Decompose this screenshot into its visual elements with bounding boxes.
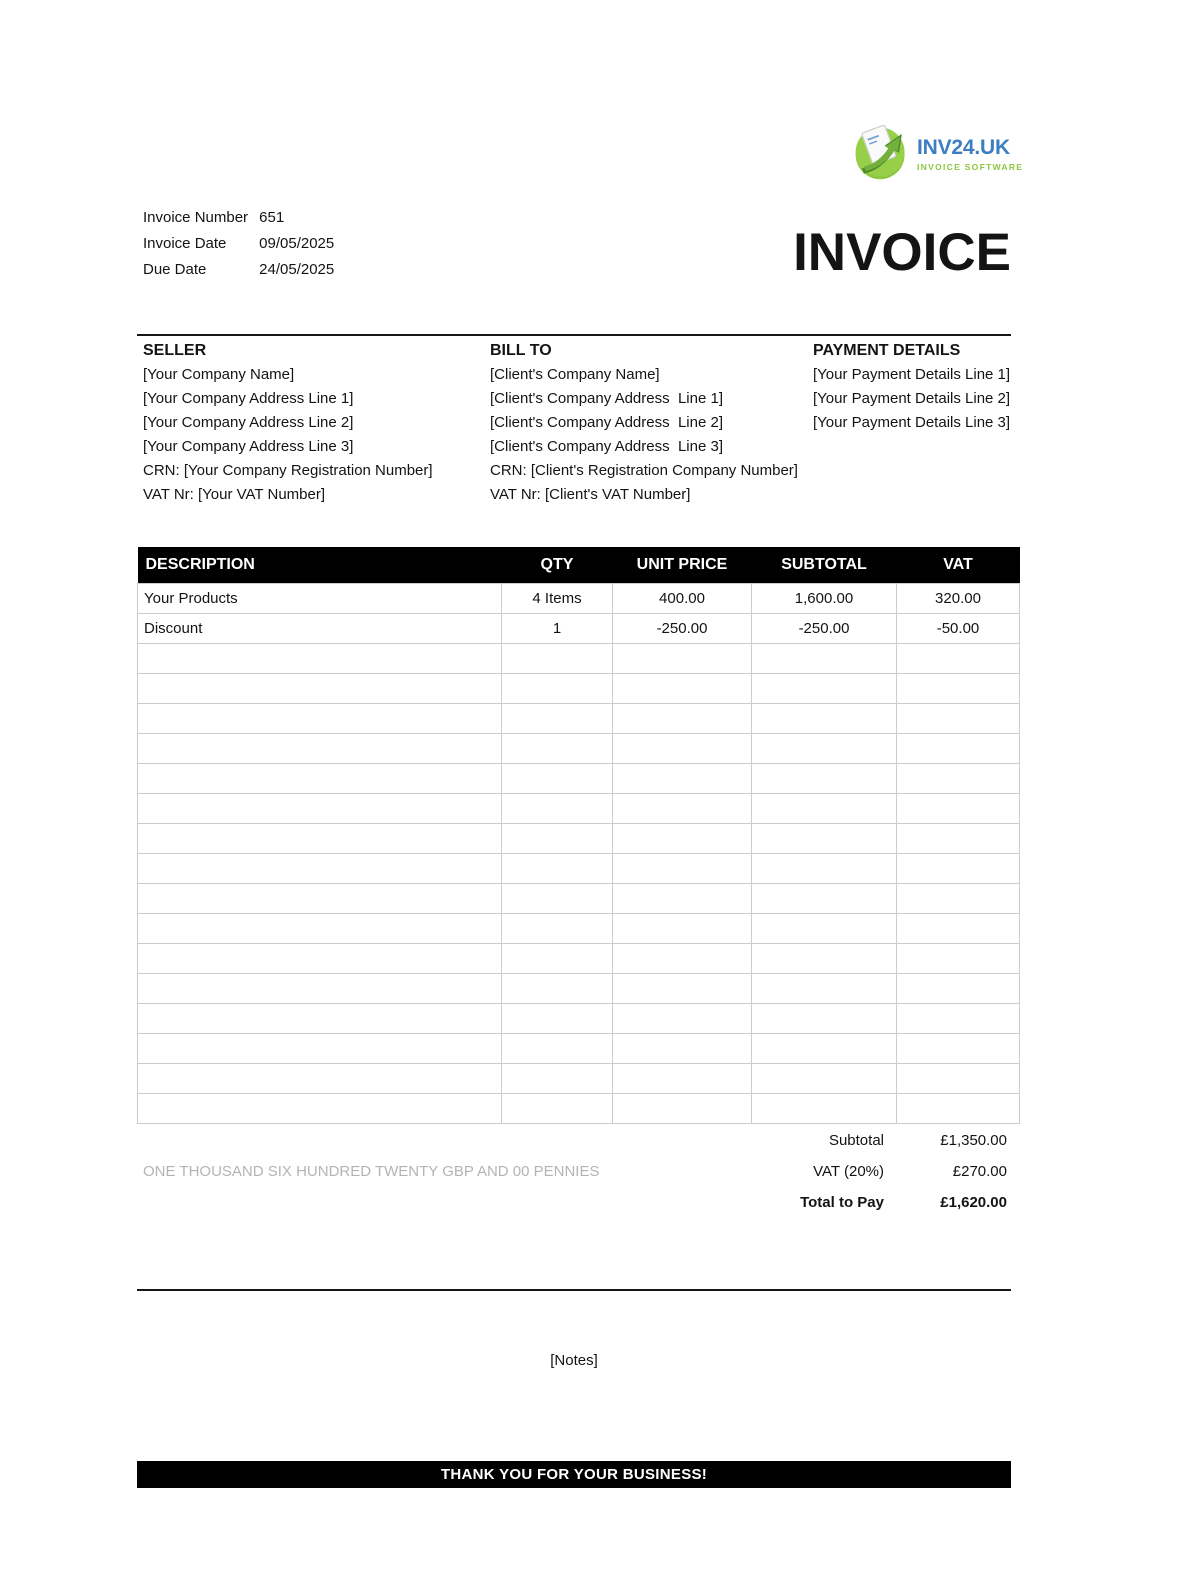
- table-cell: [138, 793, 502, 823]
- table-header-cell: SUBTOTAL: [781, 555, 867, 573]
- table-row: [138, 943, 1020, 973]
- table-cell: [613, 1003, 752, 1033]
- invoice-meta: [143, 205, 334, 283]
- table-cell: [613, 673, 752, 703]
- table-cell: -50.00: [897, 613, 1020, 643]
- seller-line: CRN: [Your Company Registration Number]: [143, 462, 433, 479]
- seller-line: VAT Nr: [Your VAT Number]: [143, 486, 326, 503]
- table-row: [138, 823, 1020, 853]
- table-cell: [897, 763, 1020, 793]
- table-cell: [502, 1093, 613, 1123]
- table-cell: [752, 763, 897, 793]
- table-cell: [138, 1033, 502, 1063]
- table-cell: [897, 913, 1020, 943]
- bill-to-heading: BILL TO: [490, 342, 552, 359]
- totals: [137, 1125, 1011, 1218]
- table-cell: [502, 733, 613, 763]
- seller-line: [Your Company Name]: [143, 366, 295, 383]
- table-cell: [502, 823, 613, 853]
- seller-line: [Your Company Address Line 2]: [143, 414, 354, 431]
- table-cell: [502, 1033, 613, 1063]
- table-header-cell: DESCRIPTION: [145, 555, 255, 573]
- table-cell: [752, 733, 897, 763]
- invoice-arrow-icon: [852, 122, 910, 187]
- table-header-cell: UNIT PRICE: [636, 555, 728, 573]
- table-cell: Discount: [138, 613, 502, 643]
- table-row: [138, 763, 1020, 793]
- table-cell: [897, 1093, 1020, 1123]
- table-cell: [613, 853, 752, 883]
- table-cell: [613, 883, 752, 913]
- page-title: INVOICE: [793, 223, 1011, 282]
- table-header-cell: QTY: [540, 555, 574, 573]
- table-row: [138, 1033, 1020, 1063]
- table-cell: [502, 1063, 613, 1093]
- meta-row-due-date: [143, 257, 334, 283]
- table-cell: [138, 733, 502, 763]
- table-cell: [502, 853, 613, 883]
- table-cell: [897, 733, 1020, 763]
- table-cell: [613, 703, 752, 733]
- meta-row-invoice-number: [143, 205, 334, 231]
- table-cell: [752, 1033, 897, 1063]
- seller-line: [Your Company Address Line 3]: [143, 438, 354, 455]
- table-cell: [502, 913, 613, 943]
- table-cell: [138, 913, 502, 943]
- invoice-number-value: 651: [259, 209, 285, 226]
- amount-in-words: ONE THOUSAND SIX HUNDRED TWENTY GBP AND 00 PENNIES: [143, 1163, 600, 1180]
- table-cell: [502, 763, 613, 793]
- table-row: [138, 883, 1020, 913]
- table-cell: [897, 673, 1020, 703]
- table-cell: [138, 853, 502, 883]
- table-cell: [502, 643, 613, 673]
- totals-row: [137, 1187, 1011, 1218]
- table-cell: [138, 973, 502, 1003]
- totals-label: VAT (20%): [813, 1163, 884, 1180]
- table-cell: [613, 643, 752, 673]
- table-row: [138, 673, 1020, 703]
- table-cell: 1: [502, 613, 613, 643]
- table-cell: [752, 913, 897, 943]
- payment-details-line: [Your Payment Details Line 2]: [813, 390, 1011, 407]
- table-cell: [138, 763, 502, 793]
- table-cell: 400.00: [613, 583, 752, 613]
- table-cell: [502, 703, 613, 733]
- table-cell: [752, 643, 897, 673]
- table-cell: [897, 643, 1020, 673]
- table-cell: [138, 1063, 502, 1093]
- totals-row: [137, 1125, 1011, 1156]
- table-cell: [502, 973, 613, 1003]
- bill-to-line: [Client's Company Address Line 3]: [490, 438, 723, 455]
- table-cell: [897, 793, 1020, 823]
- table-cell: [752, 823, 897, 853]
- line-items-header: [138, 547, 1020, 583]
- bill-to-line: [Client's Company Address Line 2]: [490, 414, 723, 431]
- meta-label: Invoice Date: [143, 235, 227, 252]
- table-cell: [613, 793, 752, 823]
- header-divider: [137, 334, 1011, 336]
- table-cell: [752, 793, 897, 823]
- invoice-date-value: 09/05/2025: [259, 235, 335, 252]
- table-cell: [752, 1063, 897, 1093]
- meta-row-invoice-date: [143, 231, 334, 257]
- table-cell: [752, 1003, 897, 1033]
- table-cell: [897, 973, 1020, 1003]
- table-cell: [502, 673, 613, 703]
- totals-value: £1,350.00: [940, 1132, 1007, 1149]
- table-cell: [752, 943, 897, 973]
- table-cell: [502, 793, 613, 823]
- table-cell: [613, 973, 752, 1003]
- table-cell: [752, 673, 897, 703]
- table-row: [138, 583, 1020, 613]
- table-cell: [138, 703, 502, 733]
- section-seller: [143, 341, 490, 507]
- table-cell: 4 Items: [502, 583, 613, 613]
- table-row: [138, 643, 1020, 673]
- table-cell: [613, 943, 752, 973]
- table-cell: [613, 1033, 752, 1063]
- table-cell: [752, 853, 897, 883]
- meta-label: Due Date: [143, 261, 207, 278]
- table-cell: [138, 673, 502, 703]
- table-cell: [502, 1003, 613, 1033]
- section-bill-to: [490, 341, 813, 507]
- table-cell: [897, 1063, 1020, 1093]
- bill-to-line: CRN: [Client's Registration Company Number]: [490, 462, 798, 479]
- brand-logo: [852, 122, 1023, 187]
- table-cell: [138, 643, 502, 673]
- table-cell: [502, 943, 613, 973]
- table-row: [138, 1063, 1020, 1093]
- table-row: [138, 703, 1020, 733]
- table-cell: [613, 763, 752, 793]
- table-cell: [138, 1093, 502, 1123]
- totals-value: £1,620.00: [940, 1194, 1007, 1211]
- table-cell: [752, 973, 897, 1003]
- table-cell: [897, 943, 1020, 973]
- payment-details-heading: PAYMENT DETAILS: [813, 342, 961, 359]
- line-items-table: [137, 547, 1020, 1124]
- line-items-body: [138, 583, 1020, 1123]
- table-row: [138, 1003, 1020, 1033]
- table-row: [138, 853, 1020, 883]
- table-cell: [138, 943, 502, 973]
- brand-text: [917, 137, 1023, 172]
- brand-tagline: INVOICE SOFTWARE: [917, 162, 1024, 172]
- table-cell: [138, 823, 502, 853]
- table-row: [138, 733, 1020, 763]
- table-cell: Your Products: [138, 583, 502, 613]
- table-cell: [613, 823, 752, 853]
- footer-banner-text: THANK YOU FOR YOUR BUSINESS!: [440, 1466, 708, 1483]
- bill-to-line: [Client's Company Address Line 1]: [490, 390, 723, 407]
- table-cell: [613, 1093, 752, 1123]
- party-sections: [143, 341, 1011, 507]
- notes-placeholder: [Notes]: [550, 1352, 598, 1369]
- table-cell: [897, 853, 1020, 883]
- table-cell: [897, 703, 1020, 733]
- section-payment-details: [813, 341, 1011, 507]
- footer-divider: [137, 1289, 1011, 1291]
- due-date-value: 24/05/2025: [259, 261, 335, 278]
- table-row: [138, 913, 1020, 943]
- table-cell: [897, 823, 1020, 853]
- table-cell: -250.00: [752, 613, 897, 643]
- table-cell: [613, 913, 752, 943]
- table-row: [138, 793, 1020, 823]
- table-row: [138, 973, 1020, 1003]
- footer-banner: [137, 1461, 1011, 1488]
- table-cell: [752, 703, 897, 733]
- table-cell: [613, 1063, 752, 1093]
- table-cell: 1,600.00: [752, 583, 897, 613]
- table-cell: [502, 883, 613, 913]
- totals-label: Total to Pay: [800, 1194, 884, 1211]
- table-cell: [752, 1093, 897, 1123]
- table-row: [138, 1093, 1020, 1123]
- table-cell: [897, 883, 1020, 913]
- table-cell: [752, 883, 897, 913]
- bill-to-line: VAT Nr: [Client's VAT Number]: [490, 486, 691, 503]
- table-cell: 320.00: [897, 583, 1020, 613]
- totals-label: Subtotal: [828, 1132, 884, 1149]
- seller-line: [Your Company Address Line 1]: [143, 390, 354, 407]
- table-cell: [138, 1003, 502, 1033]
- table-cell: [138, 883, 502, 913]
- meta-label: Invoice Number: [143, 209, 249, 226]
- table-cell: [897, 1003, 1020, 1033]
- table-cell: [613, 733, 752, 763]
- totals-value: £270.00: [952, 1163, 1007, 1180]
- table-cell: [897, 1033, 1020, 1063]
- payment-details-line: [Your Payment Details Line 3]: [813, 414, 1011, 431]
- table-row: [138, 613, 1020, 643]
- payment-details-line: [Your Payment Details Line 1]: [813, 366, 1011, 383]
- table-header-cell: VAT: [943, 555, 973, 573]
- table-cell: -250.00: [613, 613, 752, 643]
- bill-to-line: [Client's Company Name]: [490, 366, 660, 383]
- seller-heading: SELLER: [143, 342, 207, 359]
- brand-name: INV24.UK: [917, 136, 1010, 159]
